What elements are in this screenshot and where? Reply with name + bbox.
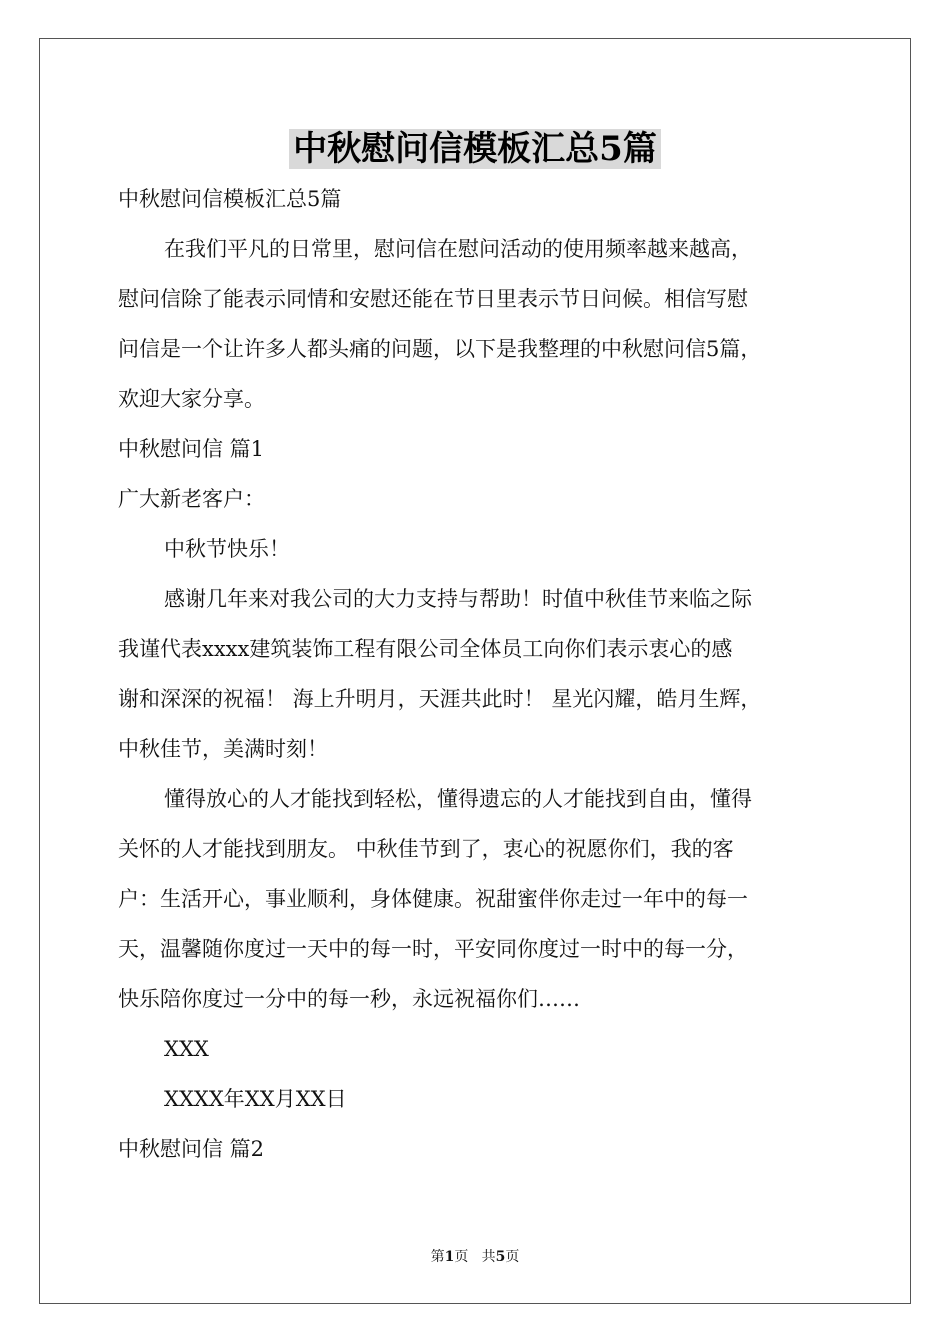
signature-date: XXXX年XX月XX日 bbox=[164, 1087, 347, 1111]
salutation: 广大新老客户： bbox=[118, 487, 265, 511]
paragraph-line: 我谨代表xxxx建筑装饰工程有限公司全体员工向你们表示衷心的感 bbox=[118, 637, 733, 661]
greeting: 中秋节快乐！ bbox=[164, 537, 290, 561]
paragraph-line: 在我们平凡的日常里，慰问信在慰问活动的使用频率越来越高， bbox=[164, 237, 752, 261]
paragraph-line: 户：生活开心，事业顺利，身体健康。祝甜蜜伴你走过一年中的每一 bbox=[118, 887, 748, 911]
page-footer bbox=[0, 1246, 950, 1266]
paragraph-line: 问信是一个让许多人都头痛的问题，以下是我整理的中秋慰问信5篇， bbox=[118, 337, 762, 361]
page-border bbox=[39, 38, 911, 1304]
subtitle-line: 中秋慰问信模板汇总5篇 bbox=[118, 187, 342, 211]
paragraph-line: 懂得放心的人才能找到轻松，懂得遗忘的人才能找到自由，懂得 bbox=[164, 787, 752, 811]
paragraph-line: 天，温馨随你度过一天中的每一时，平安同你度过一时中的每一分， bbox=[118, 937, 748, 961]
total-prefix: 共 bbox=[481, 1249, 496, 1265]
signature-name: XXX bbox=[164, 1037, 209, 1061]
paragraph-line: 感谢几年来对我公司的大力支持与帮助！时值中秋佳节来临之际 bbox=[164, 587, 752, 611]
page-suffix: 页 bbox=[454, 1249, 469, 1265]
section-heading: 中秋慰问信 篇1 bbox=[118, 437, 265, 461]
paragraph-line: 欢迎大家分享。 bbox=[118, 387, 265, 411]
paragraph-line: 关怀的人才能找到朋友。 中秋佳节到了，衷心的祝愿你们，我的客 bbox=[118, 837, 734, 861]
paragraph-line: 谢和深深的祝福！ 海上升明月，天涯共此时！ 星光闪耀，皓月生辉， bbox=[118, 687, 762, 711]
total-pages: 5 bbox=[495, 1249, 506, 1265]
page-prefix: 第 bbox=[430, 1249, 445, 1265]
document-title: 中秋慰问信模板汇总5篇 bbox=[0, 126, 950, 172]
paragraph-line: 中秋佳节，美满时刻！ bbox=[118, 737, 328, 761]
total-suffix: 页 bbox=[505, 1249, 520, 1265]
page-number: 1 bbox=[444, 1249, 455, 1265]
section-heading: 中秋慰问信 篇2 bbox=[118, 1137, 265, 1161]
paragraph-line: 快乐陪你度过一分中的每一秒，永远祝福你们…… bbox=[118, 987, 580, 1011]
paragraph-line: 慰问信除了能表示同情和安慰还能在节日里表示节日问候。相信写慰 bbox=[118, 287, 748, 311]
